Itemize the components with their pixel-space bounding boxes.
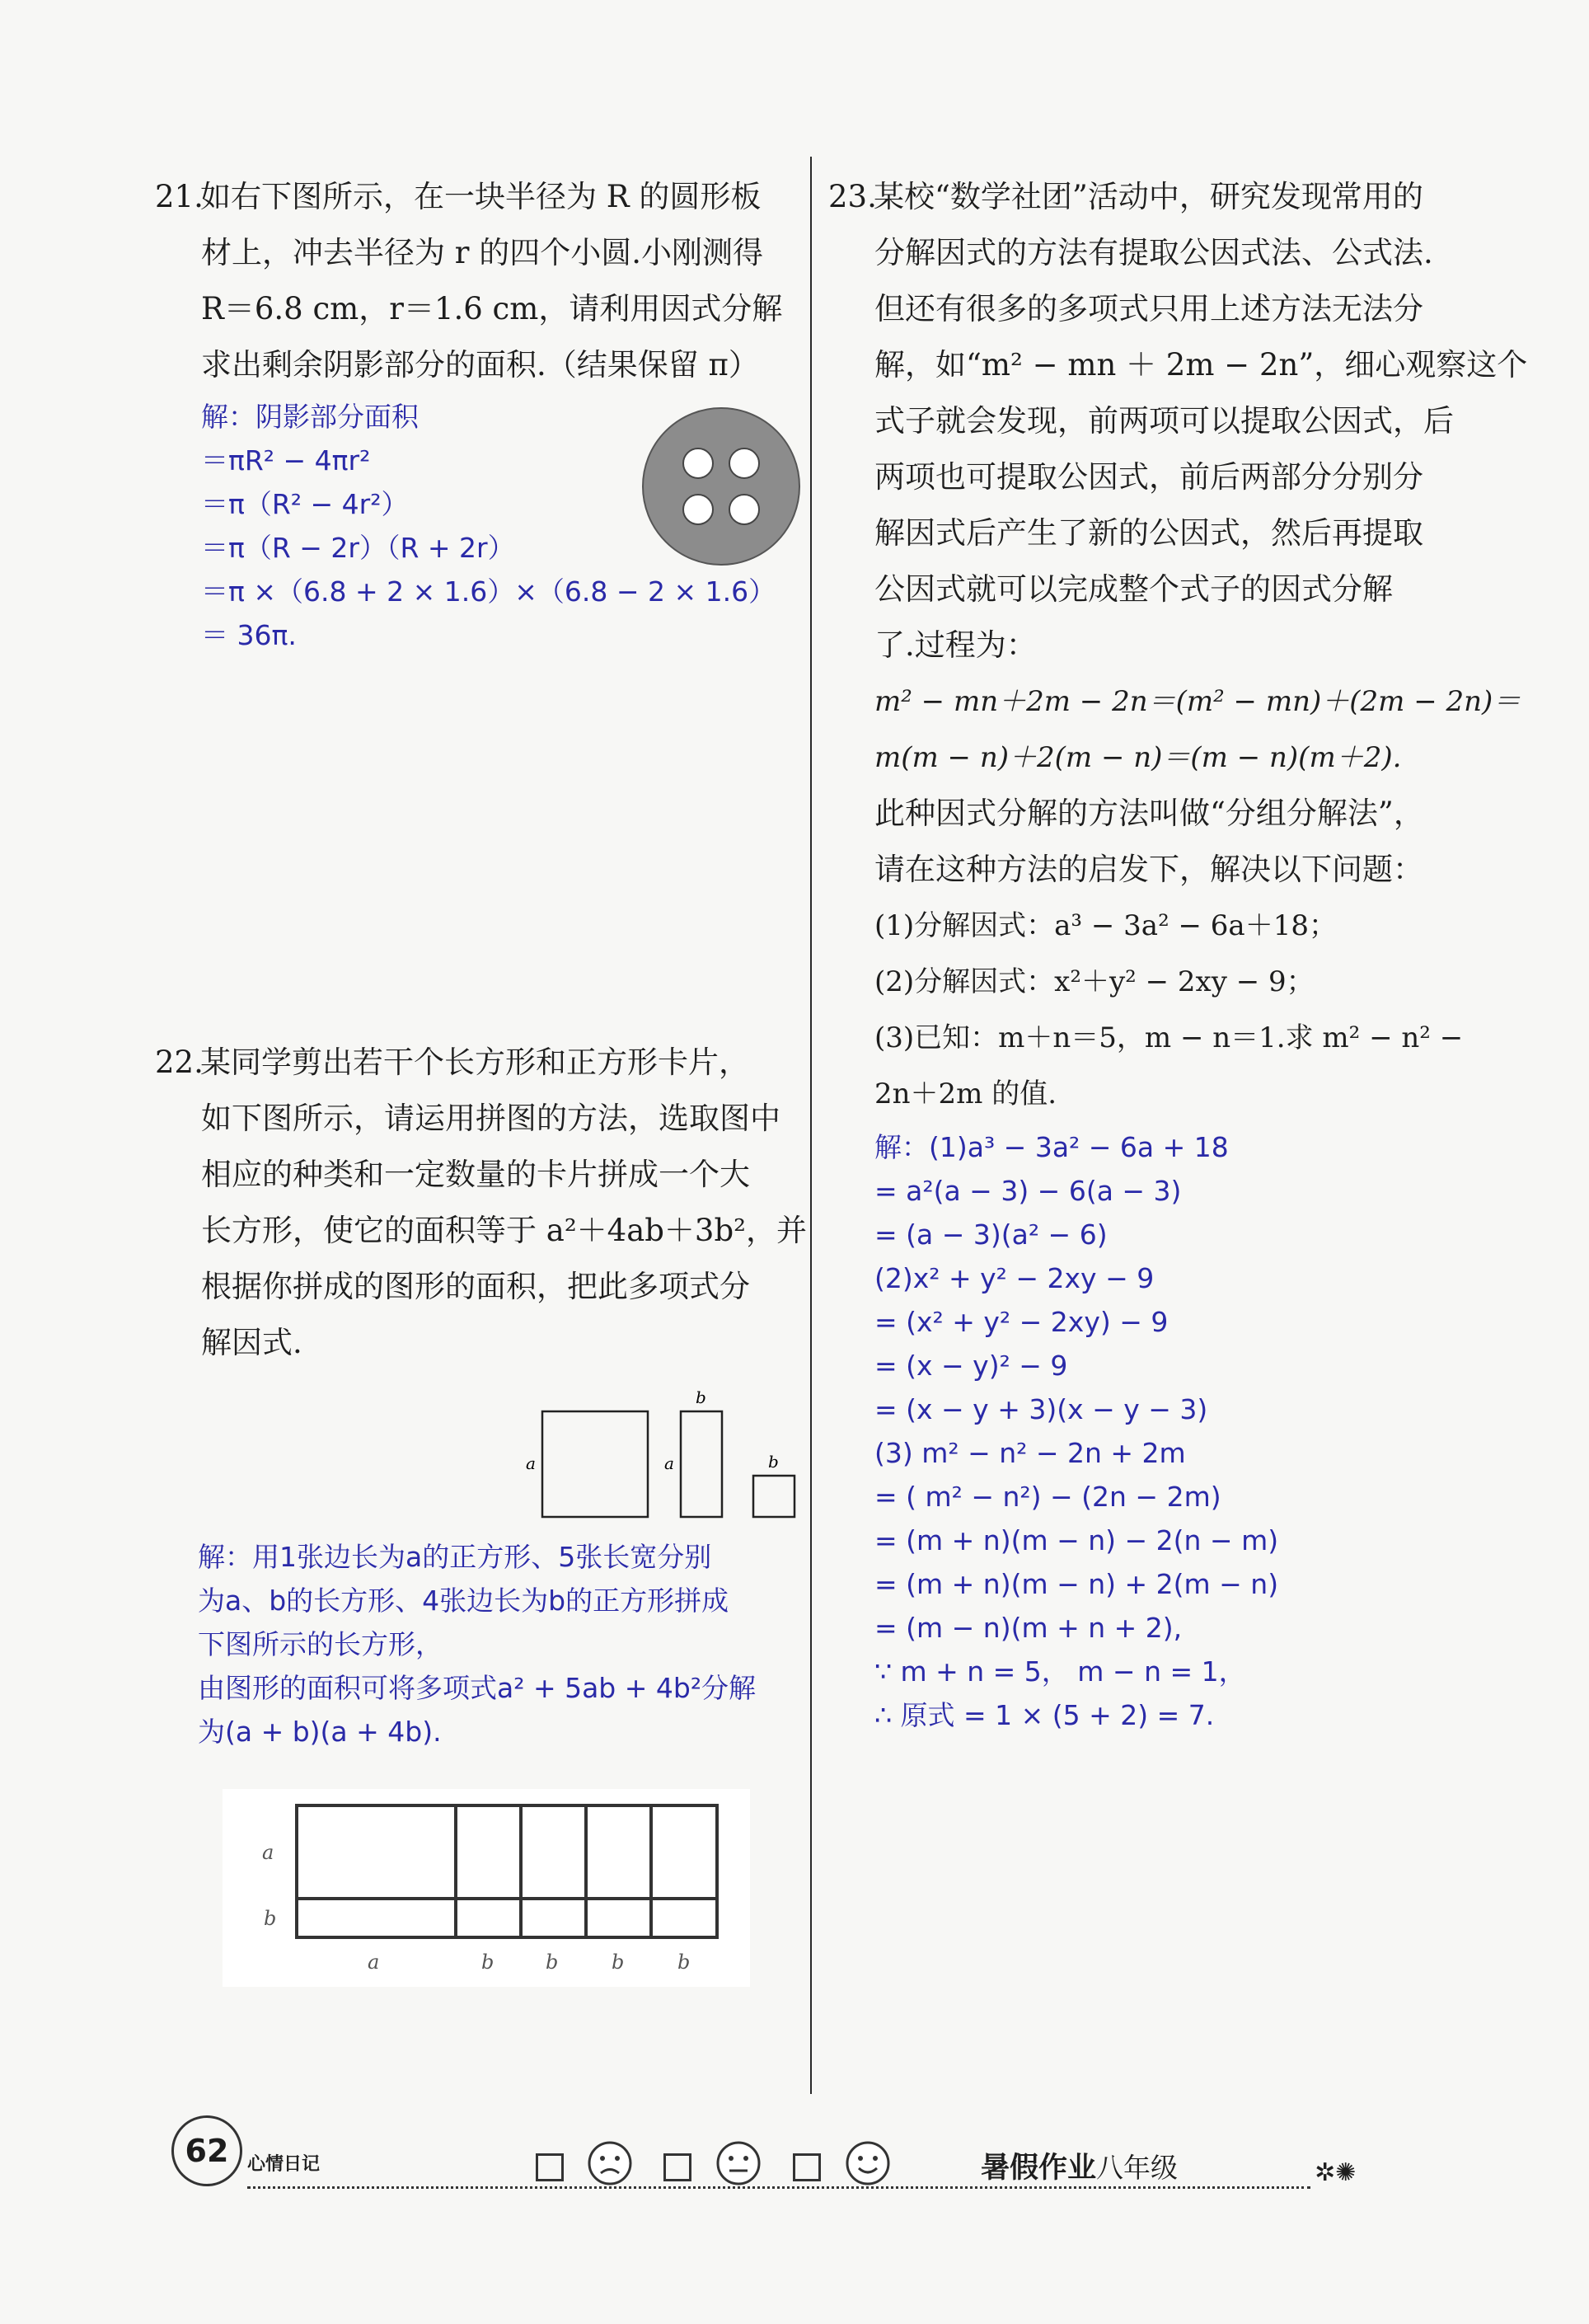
q21-solution-line: ＝πR² − 4πr² [201,444,371,477]
outer-rectangle [297,1805,717,1937]
card-label: a [526,1453,536,1473]
q23-line: 解，如“m² − mn ＋ 2m − 2n”，细心观察这个 [874,347,1528,383]
mood-checkbox-sad[interactable] [536,2153,564,2181]
q23-number: 23. [828,179,877,214]
book-title: 暑假作业八年级 [981,2152,1179,2185]
q21-line-1: 21.如右下图所示，在一块半径为 R 的圆形板 [155,169,798,225]
q23-solution-line: = (x² + y² − 2xy) − 9 [874,1306,1169,1338]
q23-part: (2)分解因式：x²＋y² − 2xy − 9； [874,965,1315,998]
grid-label: b [677,1951,691,1974]
q22-solution-line: 为(a + b)(a + 4b). [198,1716,442,1748]
small-hole [729,448,759,478]
q21-solution-line: ＝π ×（6.8 + 2 × 1.6）×（6.8 − 2 × 1.6） [201,575,776,608]
q23-line: 式子就会发现，前两项可以提取公因式，后 [874,403,1454,439]
q23-after: 此种因式分解的方法叫做“分组分解法”， [874,796,1424,831]
q22-line-1: 22.某同学剪出若干个长方形和正方形卡片， [155,1035,798,1091]
q21-solution-line: ＝ 36π. [201,619,297,651]
q21-solution-line: ＝π（R − 2r）（R + 2r） [201,532,515,564]
decorative-star-icon: ✲✺ [1315,2158,1357,2187]
mood-checkbox-neutral[interactable] [663,2153,691,2181]
q23-solution-line: = (m − n)(m + n + 2), [874,1612,1183,1644]
small-hole [683,495,713,524]
q21-solution-line: 解：阴影部分面积 [201,401,419,433]
q23-solution-line: (2)x² + y² − 2xy − 9 [874,1262,1155,1294]
q23-derivation: m² − mn＋2m − 2n＝(m² − mn)＋(2m − 2n)＝ [874,685,1521,718]
q22-solution-line: 下图所示的长方形， [198,1628,443,1660]
q23-solution-line: = a²(a − 3) − 6(a − 3) [874,1175,1182,1207]
card-label: a [664,1453,674,1473]
grid-label: b [546,1951,559,1974]
mood-checkbox-happy[interactable] [793,2153,821,2181]
card-label: b [768,1452,779,1472]
q22-line-6: 解因式. [201,1325,302,1360]
column-divider [810,157,812,2094]
q23-after: 请在这种方法的启发下，解决以下问题： [874,852,1423,887]
q21-line-4: 求出剩余阴影部分的面积.（结果保留 π） [201,347,759,383]
q23-line: 两项也可提取公因式，前后两部分分别分 [874,459,1423,495]
cards-figure [519,1385,804,1525]
grid-label: a [368,1951,380,1974]
q23-line-1: 23.某校“数学社团”活动中，研究发现常用的 [828,169,1479,225]
q23-solution-line: = (a − 3)(a² − 6) [874,1218,1108,1251]
q22-solution [198,1535,808,1754]
q23-part: 2n＋2m 的值. [874,1077,1057,1110]
q22-line-2: 如下图所示，请运用拼图的方法，选取图中 [201,1101,780,1136]
q23-line: 分解因式的方法有提取公因式法、公式法. [874,235,1433,270]
q23-solution-line: (3) m² − n² − 2n + 2m [874,1437,1186,1469]
grade-label: 八年级 [1096,2152,1179,2184]
neutral-face-icon [715,2140,762,2186]
q23-line: 但还有很多的多项式只用上述方法无法分 [874,291,1423,326]
q23-line: 公因式就可以完成整个式子的因式分解 [874,571,1393,607]
q21-line-3: R＝6.8 cm，r＝1.6 cm，请利用因式分解 [201,291,783,326]
q22-solution-line: 解：用1张边长为a的正方形、5张长宽分别 [198,1541,712,1573]
question-22 [155,1035,807,1371]
q23-derivation: m(m − n)＋2(m − n)＝(m − n)(m＋2). [874,741,1402,774]
q23-line: 了.过程为： [874,627,1037,663]
q23-solution-line: = (m + n)(m − n) + 2(m − n) [874,1568,1279,1600]
question-23 [828,169,1528,1737]
q23-solution-line: ∵ m + n = 5， m − n = 1， [874,1655,1246,1688]
q23-line: 解因式后产生了新的公因式，然后再提取 [874,515,1423,551]
disk-figure [639,404,804,569]
square-b-card [753,1476,794,1517]
small-hole [729,495,759,524]
q21-solution-line: ＝π（R² − 4r²） [201,488,409,520]
grid-label: b [612,1951,625,1974]
q23-solution-line: ∴ 原式 = 1 × (5 + 2) = 7. [874,1699,1215,1731]
grid-label: b [264,1907,277,1930]
q23-solution-line: = (m + n)(m − n) − 2(n − m) [874,1524,1279,1556]
small-hole [683,448,713,478]
card-label: b [696,1387,706,1407]
footer-dotted-line [247,2186,1310,2189]
q23-solution-line: = ( m² − n²) − (2n − 2m) [874,1481,1221,1513]
large-disk [643,408,799,565]
q22-line-3: 相应的种类和一定数量的卡片拼成一个大 [201,1157,750,1192]
q23-solution [828,1125,1479,1737]
q21-number: 21. [155,179,204,214]
q22-number: 22. [155,1045,204,1080]
rectangle-ab-card [681,1411,722,1517]
q23-part: (3)已知：m＋n＝5，m − n＝1.求 m² − n² − [874,1021,1464,1054]
sad-face-icon [587,2140,633,2186]
q23-solution-line: = (x − y)² − 9 [874,1350,1068,1382]
grid-label: a [262,1841,274,1864]
q21-line-2: 材上，冲去半径为 r 的四个小圆.小刚测得 [201,235,763,270]
q22-line-4: 长方形，使它的面积等于 a²＋4ab＋3b²，并 [201,1213,807,1248]
q22-line-5: 根据你拼成的图形的面积，把此多项式分 [201,1269,750,1304]
mood-diary-label: 心情日记 [247,2154,321,2175]
happy-face-icon [845,2140,891,2186]
square-a-card [542,1411,648,1517]
assembled-rectangle-figure [223,1789,750,1987]
q23-solution-line: 解：(1)a³ − 3a² − 6a + 18 [874,1131,1229,1163]
grid-label: b [481,1951,495,1974]
q22-solution-line: 由图形的面积可将多项式a² + 5ab + 4b²分解 [198,1672,757,1704]
q23-solution-line: = (x − y + 3)(x − y − 3) [874,1393,1208,1425]
q23-part: (1)分解因式：a³ − 3a² − 6a＋18； [874,909,1337,942]
page-number: 62 [171,2115,242,2186]
q22-solution-line: 为a、b的长方形、4张边长为b的正方形拼成 [198,1585,729,1617]
